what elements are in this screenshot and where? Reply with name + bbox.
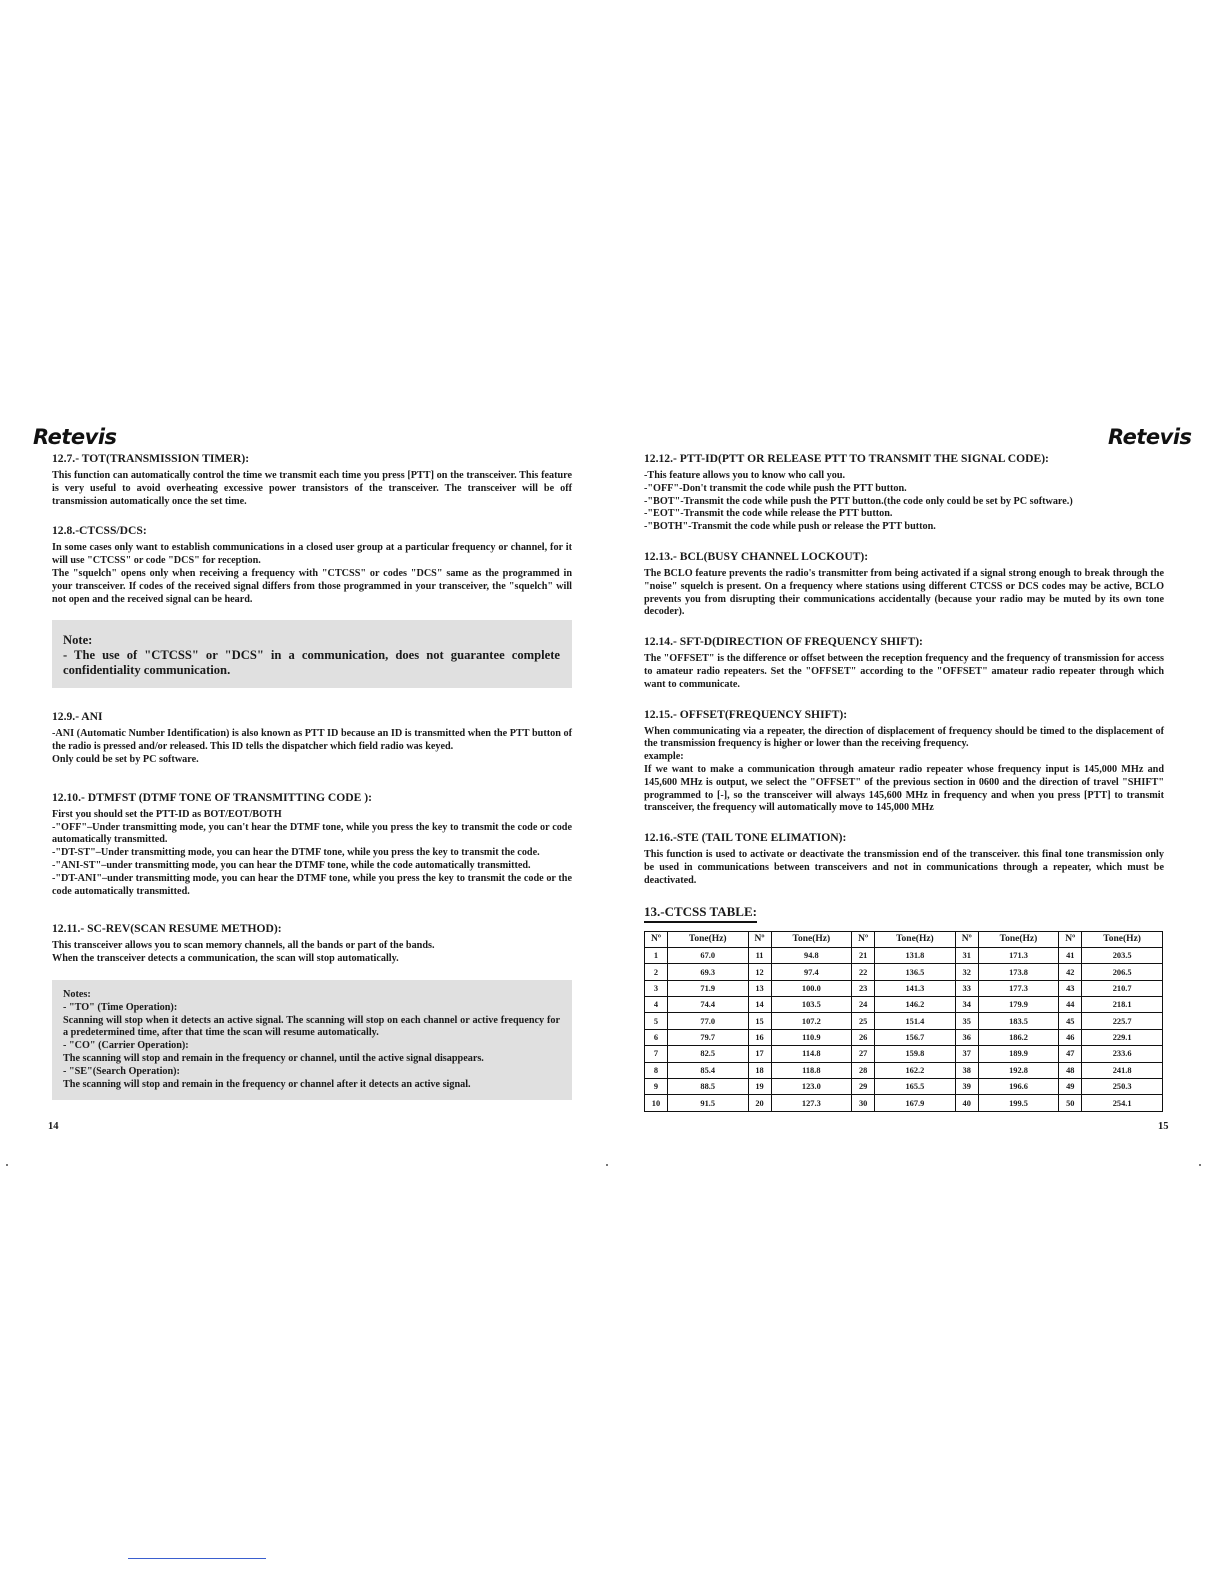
table-cell: 171.3 [978, 947, 1059, 963]
table-cell: 18 [748, 1062, 771, 1078]
table-cell: 203.5 [1082, 947, 1163, 963]
table-cell: 36 [955, 1029, 978, 1045]
table-header-cell: Nº [955, 931, 978, 947]
table-cell: 250.3 [1082, 1079, 1163, 1095]
right-page [644, 452, 1164, 1112]
table-cell: 110.9 [771, 1029, 852, 1045]
table-cell: 48 [1059, 1062, 1082, 1078]
table-cell: 21 [852, 947, 875, 963]
table-cell: 156.7 [875, 1029, 956, 1045]
table-cell: 136.5 [875, 964, 956, 980]
table-cell: 118.8 [771, 1062, 852, 1078]
section-title: 12.15.- OFFSET(FREQUENCY SHIFT): [644, 707, 848, 721]
table-cell: 82.5 [667, 1046, 748, 1062]
table-row [645, 1062, 1163, 1078]
section-line: -"ANI-ST"–under transmitting mode, you can hear the DTMF tone, while the code automatically transmitted. [52, 859, 531, 871]
table-cell: 3 [645, 980, 668, 996]
bottom-rule [128, 1558, 266, 1559]
table-cell: 22 [852, 964, 875, 980]
table-cell: 41 [1059, 947, 1082, 963]
table-cell: 2 [645, 964, 668, 980]
table-cell: 19 [748, 1079, 771, 1095]
page-number-right: 15 [1158, 1121, 1169, 1132]
note-box [52, 620, 572, 688]
table-cell: 26 [852, 1029, 875, 1045]
section-title: 12.10.- DTMFST (DTMF TONE OF TRANSMITTING CODE ): [52, 790, 373, 804]
table-cell: 88.5 [667, 1079, 748, 1095]
table-cell: 11 [748, 947, 771, 963]
table-cell: 27 [852, 1046, 875, 1062]
table-cell: 85.4 [667, 1062, 748, 1078]
section-offset [644, 708, 1164, 816]
table-header-cell: Nº [852, 931, 875, 947]
table-cell: 8 [645, 1062, 668, 1078]
table-cell: 91.5 [667, 1095, 748, 1111]
table-cell: 32 [955, 964, 978, 980]
ctcss-table-section [644, 902, 1164, 1112]
note-title: Note: [63, 633, 93, 648]
table-cell: 199.5 [978, 1095, 1059, 1111]
table-row [645, 1079, 1163, 1095]
table-cell: 186.2 [978, 1029, 1059, 1045]
table-header-cell: Nº [645, 931, 668, 947]
section-tot [52, 452, 572, 508]
table-row [645, 1013, 1163, 1029]
table-cell: 44 [1059, 997, 1082, 1013]
section-line: First you should set the PTT-ID as BOT/EOT/BOTH [52, 808, 282, 820]
table-cell: 20 [748, 1095, 771, 1111]
section-body: Only could be set by PC software. [52, 753, 199, 765]
table-cell: 210.7 [1082, 980, 1163, 996]
notes-box [52, 980, 572, 1100]
table-body [645, 947, 1163, 1111]
section-title: 12.13.- BCL(BUSY CHANNEL LOCKOUT): [644, 549, 869, 563]
table-cell: 103.5 [771, 997, 852, 1013]
table-cell: 12 [748, 964, 771, 980]
section-title: 12.11.- SC-REV(SCAN RESUME METHOD): [52, 922, 282, 936]
section-body: When communicating via a repeater, the direction of displacement of frequency should be timed to the displacement of the transmission frequency is higher or lower than the receiving frequency. [644, 725, 1164, 750]
note-line: The scanning will stop and remain in the frequency or channel, until the active signal disappears. [63, 1052, 484, 1064]
table-cell: 94.8 [771, 947, 852, 963]
section-line: -"EOT"-Transmit the code while release the PTT button. [644, 508, 893, 520]
section-ptt-id [644, 452, 1164, 534]
section-body: The "squelch" opens only when receiving a frequency with "CTCSS" or codes "DCS" same as the programmed in your transceiver. If codes of the received signal differs from those programmed in your transceiver, the "squelch" will not open and the received signal can be heard. [52, 567, 572, 605]
ctcss-table [644, 931, 1163, 1112]
table-cell: 45 [1059, 1013, 1082, 1029]
section-body: -ANI (Automatic Number Identification) is also known as PTT ID because an ID is transmitted when the PTT button of the radio is pressed and/or released. This ID tells the dispatcher which field radio was keyed. [52, 728, 572, 753]
section-line: -This feature allows you to know who call you. [644, 470, 846, 481]
section-body: This function is used to activate or deactivate the transmission end of the transceiver. this final tone transmission only be used in communications between transceivers and not in communications through a repeater, which must be deactivated. [644, 849, 1164, 886]
table-cell: 100.0 [771, 980, 852, 996]
table-cell: 177.3 [978, 980, 1059, 996]
section-sft-d [644, 635, 1164, 691]
table-cell: 37 [955, 1046, 978, 1062]
table-cell: 38 [955, 1062, 978, 1078]
table-cell: 13 [748, 980, 771, 996]
table-cell: 5 [645, 1013, 668, 1029]
table-row [645, 947, 1163, 963]
table-header-cell: Tone(Hz) [771, 931, 852, 947]
table-cell: 159.8 [875, 1046, 956, 1062]
table-cell: 229.1 [1082, 1029, 1163, 1045]
table-cell: 162.2 [875, 1062, 956, 1078]
scan-mark [1199, 1164, 1201, 1166]
table-cell: 7 [645, 1046, 668, 1062]
table-cell: 69.3 [667, 964, 748, 980]
section-body: If we want to make a communication through amateur radio repeater whose frequency input is 145,000 MHz and 145,600 MHz is output, we select the "OFFSET" of the previous section in 0600 and the direction of travel "SHIFT" programmed to [-], so the transceiver will always 145,600 MHz in frequency and when you press [PTT] to transmit transceiver, the frequency will automatically move to 145,000 MHz [644, 763, 1164, 814]
table-cell: 47 [1059, 1046, 1082, 1062]
table-cell: 29 [852, 1079, 875, 1095]
section-bcl [644, 550, 1164, 619]
section-body: This function can automatically control the time we transmit each time you press [PTT] on the transceiver. This feature is very useful to avoid overheating excessive power transistors of the transceiver. The transceiver will be off transmission automatically once the set time. [52, 470, 572, 507]
section-ctcss-dcs [52, 524, 572, 606]
table-cell: 127.3 [771, 1095, 852, 1111]
table-cell: 34 [955, 997, 978, 1013]
note-line: - "TO" (Time Operation): [63, 1001, 178, 1013]
table-cell: 179.9 [978, 997, 1059, 1013]
scan-mark [6, 1164, 8, 1166]
section-title: 12.12.- PTT-ID(PTT OR RELEASE PTT TO TRANSMIT THE SIGNAL CODE): [644, 452, 1049, 465]
table-cell: 196.6 [978, 1079, 1059, 1095]
table-cell: 123.0 [771, 1079, 852, 1095]
table-cell: 6 [645, 1029, 668, 1045]
table-cell: 165.5 [875, 1079, 956, 1095]
section-title: 12.7.- TOT(TRANSMISSION TIMER): [52, 452, 250, 465]
table-cell: 241.8 [1082, 1062, 1163, 1078]
table-cell: 10 [645, 1095, 668, 1111]
table-cell: 167.9 [875, 1095, 956, 1111]
note-line: Notes: [63, 988, 91, 1000]
table-cell: 114.8 [771, 1046, 852, 1062]
table-cell: 40 [955, 1095, 978, 1111]
section-body: example: [644, 751, 684, 763]
table-cell: 25 [852, 1013, 875, 1029]
table-cell: 189.9 [978, 1046, 1059, 1062]
brand-logo-right: Retevis [1108, 425, 1192, 449]
table-header-cell: Nº [748, 931, 771, 947]
section-body: In some cases only want to establish communications in a closed user group at a particular frequency or channel, for it will use "CTCSS" or code "DCS" for reception. [52, 542, 572, 567]
table-row [645, 1046, 1163, 1062]
note-line: - "SE"(Search Operation): [63, 1065, 180, 1077]
section-line: -"BOTH"-Transmit the code while push or release the PTT button. [644, 521, 936, 533]
table-cell: 206.5 [1082, 964, 1163, 980]
table-cell: 97.4 [771, 964, 852, 980]
table-cell: 42 [1059, 964, 1082, 980]
brand-logo-left: Retevis [33, 425, 117, 449]
table-cell: 192.8 [978, 1062, 1059, 1078]
table-cell: 30 [852, 1095, 875, 1111]
table-cell: 14 [748, 997, 771, 1013]
table-header-cell: Tone(Hz) [875, 931, 956, 947]
section-dtmfst [52, 791, 572, 899]
table-cell: 173.8 [978, 964, 1059, 980]
table-row [645, 1095, 1163, 1111]
table-row [645, 964, 1163, 980]
section-line: -"DT-ANI"–under transmitting mode, you can hear the DTMF tone, while you press the key to transmit the code or the code automatically transmitted. [52, 872, 572, 897]
table-cell: 146.2 [875, 997, 956, 1013]
table-cell: 254.1 [1082, 1095, 1163, 1111]
table-cell: 4 [645, 997, 668, 1013]
table-cell: 77.0 [667, 1013, 748, 1029]
left-page [52, 452, 572, 1112]
note-line: - "CO" (Carrier Operation): [63, 1040, 189, 1052]
table-cell: 50 [1059, 1095, 1082, 1111]
table-cell: 67.0 [667, 947, 748, 963]
table-cell: 17 [748, 1046, 771, 1062]
section-title: 12.14.- SFT-D(DIRECTION OF FREQUENCY SHIFT): [644, 635, 923, 649]
table-cell: 141.3 [875, 980, 956, 996]
table-header-cell: Tone(Hz) [978, 931, 1059, 947]
table-cell: 39 [955, 1079, 978, 1095]
table-cell: 49 [1059, 1079, 1082, 1095]
table-cell: 23 [852, 980, 875, 996]
table-cell: 43 [1059, 980, 1082, 996]
section-body: This transceiver allows you to scan memory channels, all the bands or part of the bands. [52, 940, 435, 952]
table-cell: 24 [852, 997, 875, 1013]
table-header-row [645, 931, 1163, 947]
table-cell: 9 [645, 1079, 668, 1095]
note-line: The scanning will stop and remain in the frequency or channel after it detects an active signal. [63, 1078, 471, 1090]
table-cell: 35 [955, 1013, 978, 1029]
table-header-cell: Nº [1059, 931, 1082, 947]
scan-mark [606, 1164, 608, 1166]
table-cell: 131.8 [875, 947, 956, 963]
section-title: 12.16.-STE (TAIL TONE ELIMATION): [644, 831, 847, 845]
table-cell: 74.4 [667, 997, 748, 1013]
table-cell: 183.5 [978, 1013, 1059, 1029]
table-cell: 218.1 [1082, 997, 1163, 1013]
table-cell: 71.9 [667, 980, 748, 996]
section-body: The "OFFSET" is the difference or offset between the reception frequency and the frequency of transmission for access to amateur radio repeaters. Set the "OFFSET" according to the "OFFSET" amateur radio repeater through which want to communicate. [644, 653, 1164, 690]
table-row [645, 997, 1163, 1013]
section-title: 12.8.-CTCSS/DCS: [52, 524, 147, 538]
section-sc-rev [52, 922, 572, 966]
table-cell: 46 [1059, 1029, 1082, 1045]
section-ani [52, 710, 572, 766]
table-header-cell: Tone(Hz) [1082, 931, 1163, 947]
table-row [645, 1029, 1163, 1045]
table-cell: 225.7 [1082, 1013, 1163, 1029]
table-cell: 151.4 [875, 1013, 956, 1029]
table-cell: 107.2 [771, 1013, 852, 1029]
table-cell: 1 [645, 947, 668, 963]
table-row [645, 980, 1163, 996]
table-cell: 233.6 [1082, 1046, 1163, 1062]
section-line: -"OFF"-Don't transmit the code while push the PTT button. [644, 482, 907, 494]
table-cell: 79.7 [667, 1029, 748, 1045]
section-body: The BCLO feature prevents the radio's transmitter from being activated if a signal strong enough to break through the "noise" squelch is present. On a frequency where stations using different CTCSS or DCS codes may be active, BCLO prevents you from disrupting their communications accidentally (because your radio may be muted by its own tone decoder). [644, 567, 1164, 618]
section-line: -"DT-ST"–Under transmitting mode, you can hear the DTMF tone, while you press the key to transmit the code. [52, 847, 540, 859]
table-cell: 31 [955, 947, 978, 963]
table-cell: 33 [955, 980, 978, 996]
section-title: 12.9.- ANI [52, 710, 103, 724]
section-ste [644, 831, 1164, 887]
section-line: -"OFF"–Under transmitting mode, you can't hear the DTMF tone, while you press the key to transmit the code or code automatically transmitted. [52, 821, 572, 846]
table-cell: 28 [852, 1062, 875, 1078]
section-line: -"BOT"-Transmit the code while push the PTT button.(the code only could be set by PC software.) [644, 495, 1073, 507]
page-number-left: 14 [48, 1121, 59, 1132]
note-line: Scanning will stop when it detects an active signal. The scanning will stop on each channel or active frequency for a predetermined time, after that time the scan will resume automatically. [63, 1014, 560, 1039]
section-body: When the transceiver detects a communication, the scan will stop automatically. [52, 953, 399, 965]
table-header-cell: Tone(Hz) [667, 931, 748, 947]
table-title: 13.-CTCSS TABLE: [644, 904, 757, 923]
table-cell: 15 [748, 1013, 771, 1029]
note-body: - The use of "CTCSS" or "DCS" in a communication, does not guarantee complete confidentiality communication. [63, 648, 560, 678]
table-cell: 16 [748, 1029, 771, 1045]
